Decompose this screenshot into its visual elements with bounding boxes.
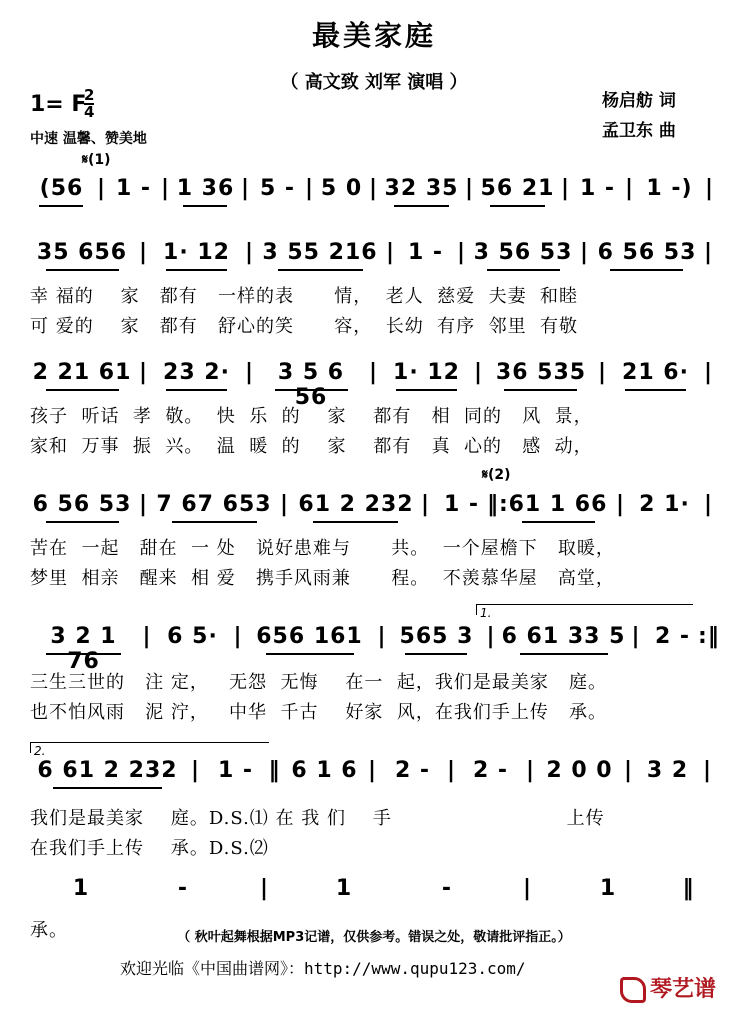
- barline: |: [631, 624, 641, 649]
- note-group: -: [441, 876, 453, 901]
- beam-underline: [275, 389, 348, 391]
- barline: |: [259, 876, 270, 901]
- beam-underline: [522, 521, 595, 523]
- barline: |: [624, 176, 635, 201]
- volta-2-label: 2.: [34, 744, 46, 758]
- note-group: -: [177, 876, 189, 901]
- note-group: 3 56 53: [473, 240, 573, 265]
- note-group: 32 35: [384, 176, 459, 201]
- barline: |: [486, 624, 496, 649]
- note-group: 1 -: [443, 492, 480, 517]
- beam-underline: [46, 653, 121, 655]
- beam-underline: [490, 205, 545, 207]
- beam-underline: [394, 205, 449, 207]
- barline: |: [623, 758, 634, 783]
- beam-underline: [39, 205, 83, 207]
- beam-underline: [396, 389, 457, 391]
- barline: |: [96, 176, 107, 201]
- note-group: 1: [72, 876, 90, 901]
- barline: |: [304, 176, 315, 201]
- lyrics-row-3-verse-2: 家和 万事 振 兴。 温 暖 的 家 都有 真 心的 感 动，: [30, 436, 593, 457]
- beam-underline: [625, 389, 686, 391]
- beam-underline: [405, 653, 467, 655]
- score-row-3: [30, 360, 718, 410]
- barline: :‖: [698, 624, 720, 649]
- beam-underline: [166, 269, 227, 271]
- barline: |: [579, 240, 590, 265]
- barline: |: [377, 624, 387, 649]
- beam-underline: [46, 521, 119, 523]
- beam-underline: [53, 787, 162, 789]
- note-group: 61 1 66: [508, 492, 608, 517]
- lyrics-row-2-verse-2: 可 爱的 家 都有 舒心的笑 容， 长幼 有序 邻里 有敬: [30, 316, 579, 337]
- barline: |: [446, 758, 457, 783]
- note-group: 35 656: [36, 240, 128, 265]
- barline: |: [138, 492, 149, 517]
- barline: |: [522, 876, 533, 901]
- lyrics-row-3-verse-1: 孩子 听话 孝 敬。 快 乐 的 家 都有 相 同的 风 景，: [30, 406, 593, 427]
- note-group: 61 2 232: [298, 492, 414, 517]
- barline: |: [244, 360, 255, 385]
- note-group: (56: [39, 176, 84, 201]
- barline: |: [240, 176, 251, 201]
- note-group: 6 61 33 5: [501, 624, 626, 649]
- beam-underline: [278, 269, 363, 271]
- beam-underline: [183, 205, 227, 207]
- barline: |: [138, 240, 149, 265]
- key-signature: 1= F: [30, 92, 87, 117]
- barline: |: [597, 360, 608, 385]
- barline: |: [190, 758, 201, 783]
- barline: ‖:: [487, 492, 509, 517]
- time-signature: [84, 88, 94, 120]
- barline: |: [703, 240, 714, 265]
- barline: |: [420, 492, 431, 517]
- score-row-5: [30, 624, 720, 674]
- note-group: 1· 12: [393, 360, 460, 385]
- lyrics-row-2-verse-1: 幸 福的 家 都有 一样的表 情， 老人 慈爱 夫妻 和睦: [30, 286, 579, 307]
- note-group: 1 36: [176, 176, 235, 201]
- segno-1-icon: 𝄋(1): [82, 152, 111, 168]
- barline: |: [704, 176, 715, 201]
- note-group: 6 61 2 232: [37, 758, 178, 783]
- note-group: 6 1 6: [291, 758, 358, 783]
- lyricist: 杨启舫 词: [602, 91, 676, 111]
- beam-underline: [520, 653, 608, 655]
- lyrics-row-6-verse-1: 我们是最美家 庭。D.S.⑴ 在 我 们 手 上传: [30, 808, 605, 829]
- time-signature-bottom: 4: [84, 103, 95, 121]
- lyrics-row-7-verse-1: 承。: [30, 920, 68, 941]
- barline: |: [456, 240, 467, 265]
- note-group: 21 6·: [622, 360, 689, 385]
- volta-bracket-1: [476, 604, 693, 615]
- barline: |: [244, 240, 255, 265]
- note-group: 2 -: [654, 624, 691, 649]
- barline: ‖: [682, 876, 695, 901]
- barline: |: [473, 360, 484, 385]
- lyrics-row-6-verse-2: 在我们手上传 承。D.S.⑵: [30, 838, 269, 859]
- note-group: 565 3: [399, 624, 474, 649]
- note-group: 1 -: [115, 176, 152, 201]
- note-group: 5 0: [320, 176, 363, 201]
- barline: |: [142, 624, 152, 649]
- note-group: 3 55 216: [262, 240, 378, 265]
- beam-underline: [313, 521, 398, 523]
- transcriber-note: （ 秋叶起舞根据MP3记谱，仅供参考。错误之处，敬请批评指正。）: [177, 930, 571, 945]
- tempo-marking: 中速 温馨、赞美地: [30, 131, 147, 147]
- barline: |: [703, 492, 714, 517]
- brand-logo: [620, 972, 716, 1003]
- score-row-4: [30, 492, 718, 526]
- note-group: 1 -): [646, 176, 693, 201]
- note-group: 1 -: [217, 758, 254, 783]
- barline: |: [703, 360, 714, 385]
- note-group: 2 0 0: [546, 758, 613, 783]
- beam-underline: [46, 269, 119, 271]
- barline: |: [367, 758, 378, 783]
- note-group: 1: [599, 876, 617, 901]
- note-group: 1· 12: [163, 240, 230, 265]
- note-group: 23 2·: [163, 360, 230, 385]
- site-footer: 欢迎光临《中国曲谱网》：http://www.qupu123.com/: [120, 959, 526, 978]
- note-group: 1 -: [407, 240, 444, 265]
- beam-underline: [172, 521, 257, 523]
- note-group: 656 161: [256, 624, 363, 649]
- note-group: 2 -: [472, 758, 509, 783]
- beam-underline: [166, 389, 227, 391]
- barline: ‖: [268, 758, 281, 783]
- barline: |: [525, 758, 536, 783]
- barline: |: [368, 176, 379, 201]
- note-group: 36 535: [495, 360, 587, 385]
- lyrics-row-4-verse-2: 梦里 相亲 醒来 相 爱 携手风雨兼 程。 不羡慕华屋 高堂，: [30, 568, 615, 589]
- note-group: 5 -: [259, 176, 296, 201]
- composer: 孟卫东 曲: [602, 121, 676, 141]
- note-group: 6 56 53: [32, 492, 132, 517]
- lyrics-row-4-verse-1: 苦在 一起 甜在 一 处 说好患难与 共。 一个屋檐下 取暖，: [30, 538, 615, 559]
- beam-underline: [504, 389, 577, 391]
- note-group: 3 2 1 76: [50, 624, 117, 674]
- barline: |: [368, 360, 379, 385]
- note-group: 6 56 53: [597, 240, 697, 265]
- note-group: 56 21: [480, 176, 555, 201]
- segno-2-icon: 𝄋(2): [482, 467, 511, 483]
- barline: |: [279, 492, 290, 517]
- volta-1-label: 1.: [480, 606, 492, 620]
- score-row-2: [30, 240, 718, 274]
- note-group: 2 21 61: [32, 360, 132, 385]
- beam-underline: [610, 269, 683, 271]
- note-group: 3 5 6 56: [277, 360, 345, 410]
- beam-underline: [266, 653, 354, 655]
- note-group: 3 2: [646, 758, 689, 783]
- note-group: 1 -: [579, 176, 616, 201]
- barline: |: [385, 240, 396, 265]
- barline: |: [560, 176, 571, 201]
- page-title: 最美家庭: [311, 19, 436, 52]
- barline: |: [233, 624, 243, 649]
- barline: |: [160, 176, 171, 201]
- note-group: 1: [335, 876, 353, 901]
- beam-underline: [487, 269, 560, 271]
- brand-logo-text: 琴艺谱: [650, 977, 717, 1002]
- performers: （ 高文致 刘军 演唱 ）: [280, 72, 468, 93]
- note-group: 7 67 653: [156, 492, 272, 517]
- lyrics-row-5-verse-1: 三生三世的 注 定， 无怨 无悔 在一 起，我们是最美家 庭。: [30, 672, 607, 693]
- logo-icon: [620, 977, 646, 1003]
- note-group: 2 1·: [639, 492, 690, 517]
- lyrics-row-5-verse-2: 也不怕风雨 泥 泞， 中华 千古 好家 风，在我们手上传 承。: [30, 702, 607, 723]
- barline: |: [702, 758, 713, 783]
- time-signature-top: 2: [84, 86, 95, 104]
- barline: |: [138, 360, 149, 385]
- score-row-6: [30, 758, 718, 792]
- barline: |: [615, 492, 626, 517]
- note-group: 2 -: [394, 758, 431, 783]
- volta-bracket-2: [30, 742, 269, 753]
- barline: |: [464, 176, 475, 201]
- note-group: 6 5·: [167, 624, 218, 649]
- score-row-7: [30, 876, 718, 910]
- beam-underline: [46, 389, 119, 391]
- score-row-1: [30, 176, 718, 210]
